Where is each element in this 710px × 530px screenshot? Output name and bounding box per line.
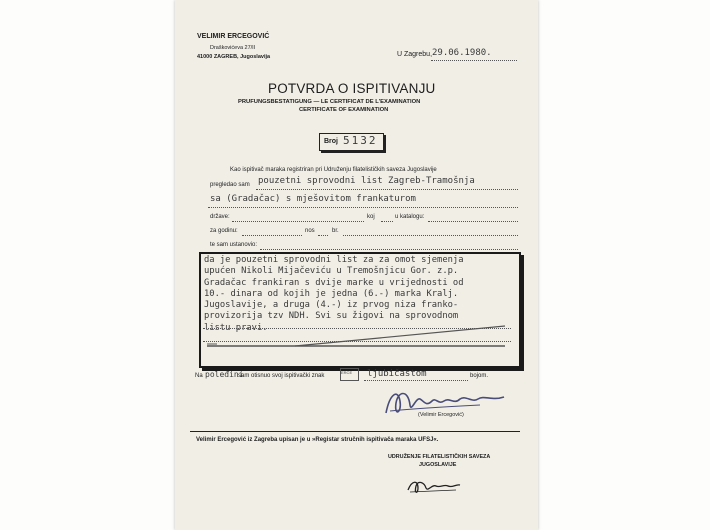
- godinu-label: za godinu:: [210, 228, 238, 234]
- pregledao-line-1: [256, 189, 518, 190]
- register-text: Velimir Ercegović iz Zagreba upisan je u »Registar stručnih ispitivača maraka UFSJ«.: [196, 437, 439, 443]
- stamp-color: ljubičastom: [367, 369, 427, 379]
- issuer-city: 41000 ZAGREB, Jugoslavija: [197, 54, 271, 60]
- certificate-subtitle-1: PRUFUNGSBESTATIGUNG — LE CERTIFICAT DE L'EXAMINATION: [238, 99, 421, 105]
- br-line: [343, 235, 518, 236]
- ustanovio-label: te sam ustanovio:: [210, 242, 258, 248]
- org-line-1: UDRUŽENJE FILATELISTIČKIH SAVEZA: [388, 454, 491, 460]
- findings-line: provizorija tzv NDH. Svi su žigovi na sprovodnom: [204, 311, 459, 322]
- certificate-title: POTVRDA O ISPITIVANJU: [268, 81, 436, 96]
- br-label: br.: [332, 228, 339, 234]
- stamp-color-line: [364, 380, 468, 381]
- findings-line: Jugoslavije, a druga (4.-) iz prvog niza franko-: [204, 300, 459, 311]
- certificate-subtitle-2: CERTIFICATE OF EXAMINATION: [299, 107, 389, 113]
- pregledao-value-2: sa (Gradačac) s mješovitom frankaturom: [210, 194, 416, 204]
- nos-line: [318, 235, 328, 236]
- stamp-prefix: Na: [195, 373, 203, 379]
- pregledao-label: pregledao sam: [210, 182, 250, 188]
- issuer-name: VELIMIR ERCEGOVIĆ: [197, 33, 270, 40]
- stamp-suffix: bojom.: [470, 373, 489, 379]
- org-signature: [404, 476, 464, 498]
- koj-line: [381, 221, 393, 222]
- katalog-label: u katalogu:: [395, 214, 425, 220]
- date-underline: [431, 60, 517, 61]
- findings-line: da je pouzetni sprovodni list za za omot sjemenja: [204, 255, 464, 265]
- number-label: Broj: [324, 138, 338, 145]
- org-line-2: JUGOSLAVIJE: [419, 462, 457, 468]
- drzave-line: [232, 221, 364, 222]
- date-value: 29.06.1980.: [432, 48, 492, 58]
- stamp-mid-text: sam otisnuo svoj ispitivački znak: [238, 373, 325, 379]
- findings-line: upućen Nikoli Mijačeviću u Tremošnjicu Gor. z.p.: [204, 266, 459, 277]
- findings-line: Gradačac frankiran s dvije marke u vrijednosti od: [204, 277, 464, 288]
- nos-label: nos: [305, 228, 315, 234]
- koj-label: koj: [367, 214, 375, 220]
- cancel-stroke: [205, 322, 515, 352]
- number-value: 5132: [343, 134, 378, 147]
- issuer-street: Draškovićeva 27/II: [210, 45, 256, 51]
- katalog-line: [428, 221, 518, 222]
- pregledao-line-2: [208, 207, 518, 208]
- stamp-location: poleđini: [205, 370, 244, 379]
- intro-text: Kao ispitivač maraka registriran pri Udruženju filatelističkih saveza Jugoslavije: [230, 167, 437, 173]
- footer-rule: [190, 431, 520, 432]
- place-label: U Zagrebu,: [397, 51, 433, 58]
- pregledao-value-1: pouzetni sprovodni list Zagreb-Tramošnja: [258, 176, 475, 186]
- signature-caption: (Velimir Ercegović): [418, 412, 464, 418]
- examiner-mark: ERCE: [341, 370, 353, 375]
- findings-line: listu pravi.: [204, 322, 268, 333]
- drzave-label: države:: [210, 214, 230, 220]
- ustanovio-line: [260, 249, 518, 250]
- godinu-line: [242, 235, 302, 236]
- findings-line: 10.- dinara od kojih je jedna (6.-) marka Kralj.: [204, 288, 459, 299]
